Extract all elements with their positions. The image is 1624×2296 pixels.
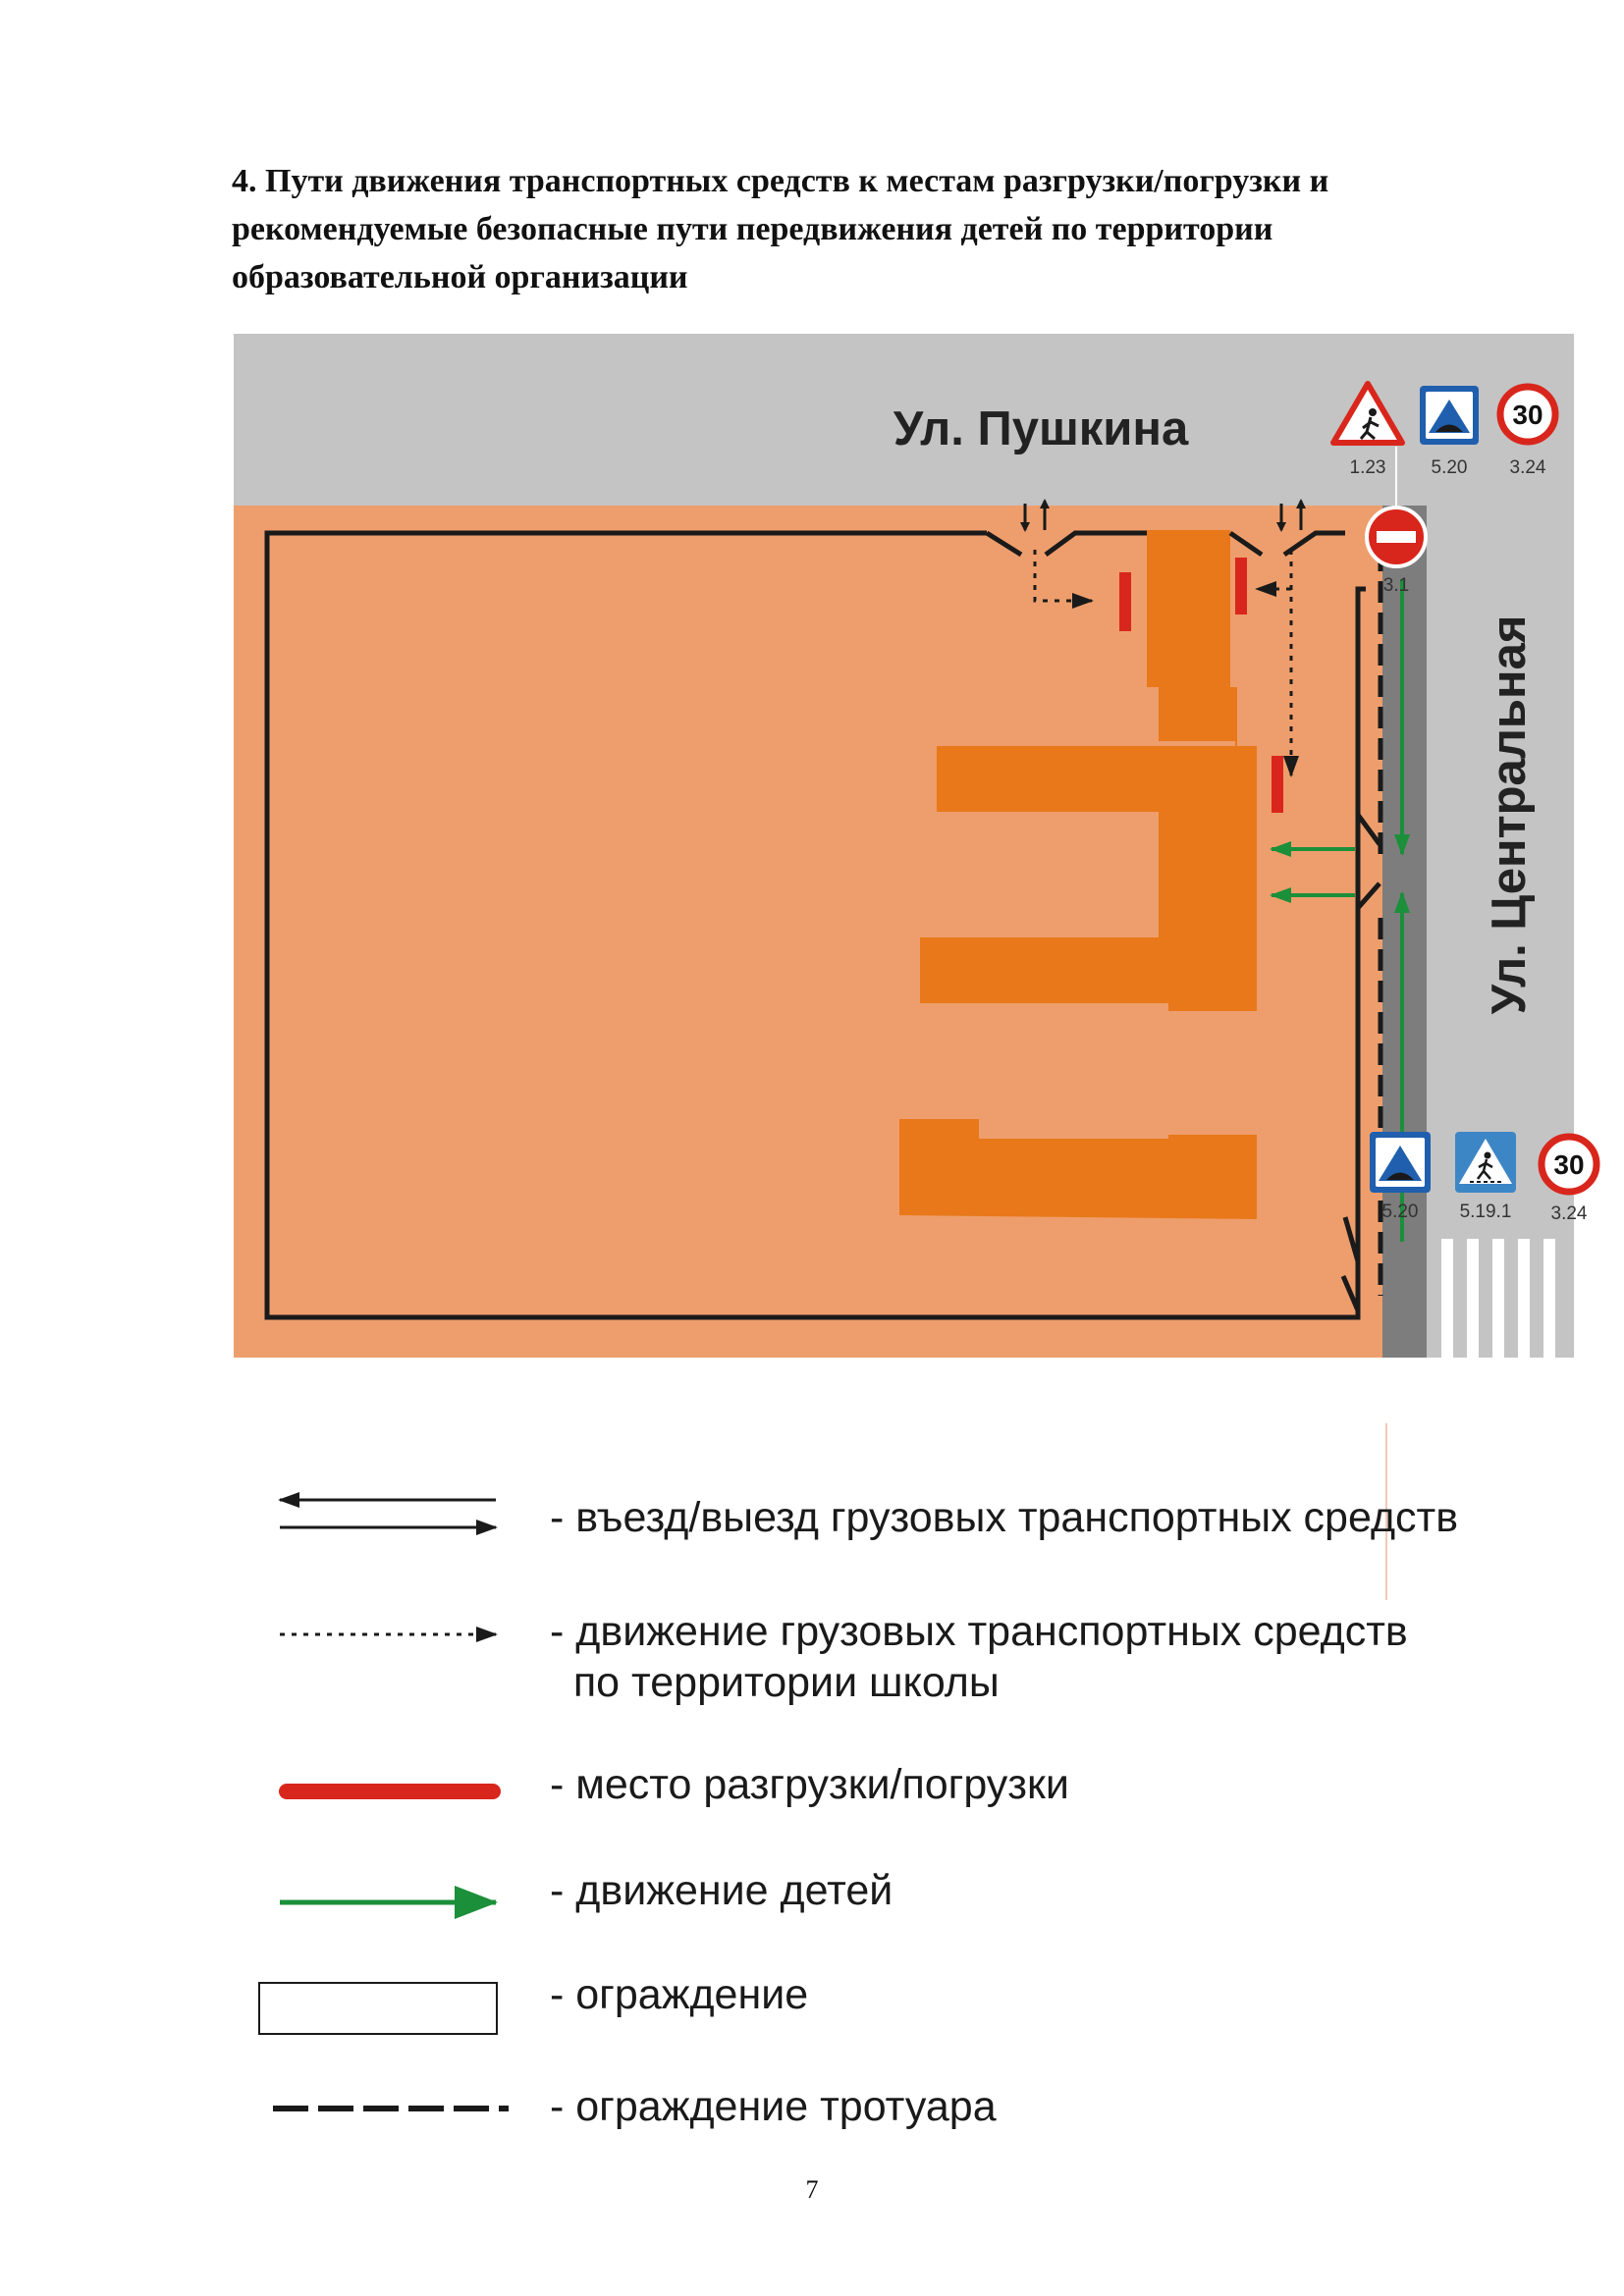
legend-label-truck-route-1: - движение грузовых транспортных средств	[550, 1608, 1408, 1655]
heading-line-3: образовательной организации	[232, 259, 688, 295]
sign-label-5-19-1: 5.19.1	[1459, 1201, 1512, 1222]
sign-label-1-23: 1.23	[1349, 457, 1386, 478]
street-name-pushkina: Ул. Пушкина	[893, 402, 1189, 455]
sign-label-3-24-top: 3.24	[1509, 457, 1546, 478]
legend-text-sidewalk-fence	[550, 2081, 997, 2132]
heading-line-2: рекомендуемые безопасные пути передвижения детей по территории	[232, 211, 1273, 247]
sign-label-3-24-bottom: 3.24	[1550, 1203, 1588, 1224]
speed-limit-sign-bottom-icon	[1542, 1137, 1597, 1192]
legend-text-entry-exit	[550, 1492, 1458, 1543]
sign-label-5-20-top: 5.20	[1431, 457, 1468, 478]
speed-limit-sign-icon	[1500, 387, 1555, 442]
page-number: 7	[805, 2175, 819, 2204]
legend-label-children: - движение детей	[550, 1867, 893, 1914]
legend-label-truck-route-2: по территории школы	[550, 1659, 1000, 1706]
inner-road	[1382, 506, 1427, 1358]
legend-text-truck-route	[550, 1606, 1408, 1708]
heading-line-1: 4. Пути движения транспортных средств к местам разгрузки/погрузки и	[232, 163, 1329, 199]
speed-bump-sign-icon	[1420, 386, 1479, 445]
legend-label-fence: - ограждение	[550, 1971, 809, 2018]
speed-limit-value-bottom: 30	[1553, 1149, 1585, 1180]
legend-two-way-arrows-icon	[280, 1500, 496, 1527]
street-name-tsentralnaya: Ул. Центральная	[1483, 614, 1536, 1015]
legend-fence-rectangle-icon	[259, 1983, 497, 2034]
sign-label-3-1: 3.1	[1382, 575, 1410, 596]
legend-text-fence	[550, 1969, 808, 2020]
no-entry-sign-icon	[1367, 507, 1426, 566]
speed-limit-value-top: 30	[1512, 400, 1543, 430]
speed-bump-sign-bottom-icon	[1370, 1132, 1431, 1193]
legend-text-unloading	[550, 1759, 1069, 1810]
sign-label-5-20-bottom: 5.20	[1381, 1201, 1419, 1222]
legend-text-children	[550, 1865, 893, 1916]
pedestrian-crossing-sign-icon	[1455, 1132, 1516, 1193]
legend-label-unloading: - место разгрузки/погрузки	[550, 1761, 1069, 1808]
legend-label-sidewalk-fence: - ограждение тротуара	[550, 2083, 997, 2130]
legend-label-entry-exit: - въезд/выезд грузовых транспортных средств	[550, 1494, 1459, 1541]
